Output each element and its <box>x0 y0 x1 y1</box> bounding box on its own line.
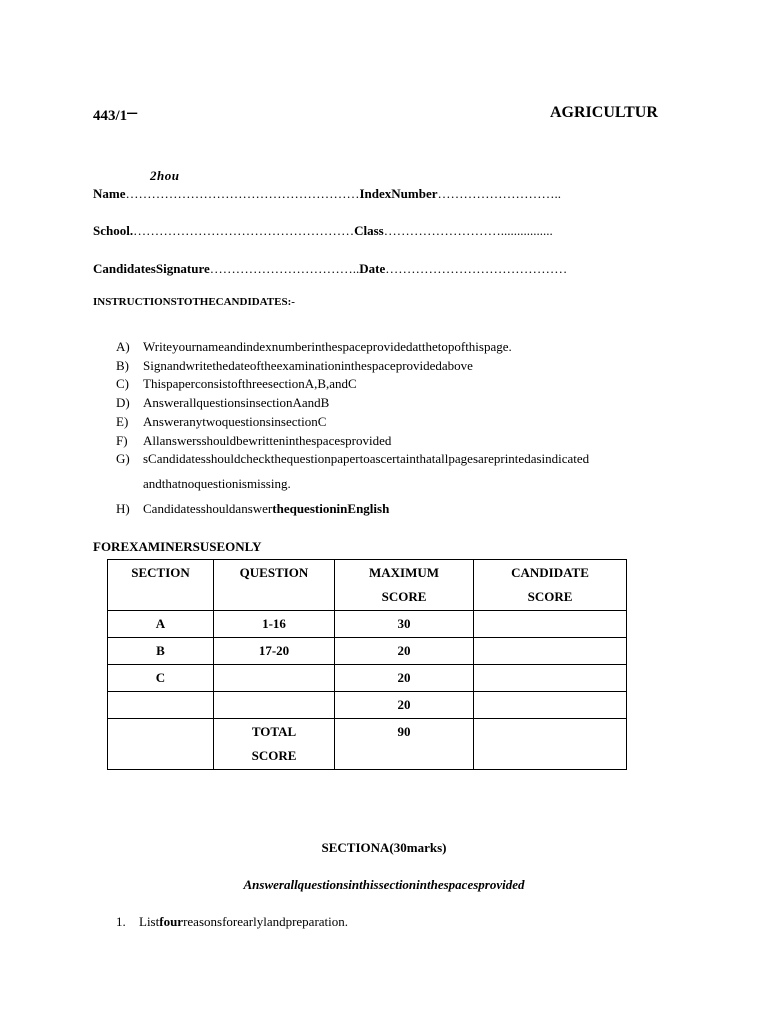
cell-max: 30 <box>335 611 474 638</box>
signature-dots: …………………………….. <box>209 261 360 276</box>
instruction-letter: G) <box>116 451 130 467</box>
table-row <box>108 665 627 692</box>
cell-max: 20 <box>335 638 474 665</box>
instruction-item <box>116 413 589 432</box>
cell-max-total: 90 <box>335 719 474 770</box>
col-candidate-score: CANDIDATE SCORE <box>474 560 627 611</box>
table-row <box>108 611 627 638</box>
paper-code-text: 443/1 <box>93 108 128 124</box>
cell-question <box>214 665 335 692</box>
instruction-letter: B) <box>116 357 129 373</box>
class-dots: ………………………................ <box>383 223 553 238</box>
signature-line <box>93 261 567 277</box>
cell-candidate[interactable] <box>474 692 627 719</box>
instruction-item-continued <box>116 469 589 500</box>
cell-question: 1-16 <box>214 611 335 638</box>
class-label: Class <box>354 223 384 238</box>
instruction-item <box>116 394 589 413</box>
instruction-item <box>116 375 589 394</box>
cell-question <box>214 692 335 719</box>
instruction-text: Candidatesshouldanswer <box>143 500 273 516</box>
name-line <box>93 186 561 202</box>
school-dots: …………………………………………… <box>133 223 355 238</box>
date-dots: …………………………………… <box>385 261 568 276</box>
instruction-bold-text: thequestioninEnglish <box>272 500 390 516</box>
instruction-text: AnswerallquestionsinsectionAandB <box>143 395 330 411</box>
cell-question-total: TOTAL SCORE <box>214 719 335 770</box>
instruction-text: ThispaperconsistofthreesectionA,B,andC <box>143 376 357 392</box>
paper-code <box>93 103 137 126</box>
instruction-item <box>116 357 589 376</box>
cell-max: 20 <box>335 692 474 719</box>
instruction-text: Signandwritethedateoftheexaminationinthespaceprovidedabove <box>143 357 473 373</box>
name-label: Name <box>93 186 126 201</box>
instruction-letter: E) <box>116 413 129 429</box>
instruction-text: Allanswersshouldbewritteninthespacesprovided <box>143 432 392 448</box>
col-maximum-score: MAXIMUM SCORE <box>335 560 474 611</box>
index-label: IndexNumber <box>359 186 438 201</box>
date-label: Date <box>359 261 386 276</box>
question-1 <box>116 914 348 930</box>
table-row <box>108 692 627 719</box>
cell-section: B <box>108 638 214 665</box>
instruction-text: andthatnoquestionismissing. <box>143 475 291 491</box>
question-number: 1. <box>116 914 126 929</box>
index-dots: ……………………….. <box>437 186 562 201</box>
section-a-instruction: Answerallquestionsinthissectioninthespacesprovided <box>243 877 525 892</box>
question-text-post: reasonsforearlylandpreparation. <box>183 914 349 929</box>
instruction-item <box>116 450 589 469</box>
cell-candidate[interactable] <box>474 611 627 638</box>
paper-code-mark: – <box>127 101 138 123</box>
question-text-pre: List <box>139 914 160 929</box>
instruction-text: AnsweranytwoquestionsinsectionC <box>143 413 327 429</box>
instruction-text: sCandidatesshouldcheckthequestionpapertoascertainthatallpagesareprintedasindicated <box>143 451 590 467</box>
signature-label: CandidatesSignature <box>93 261 210 276</box>
instruction-letter: A) <box>116 339 130 354</box>
table-row <box>108 638 627 665</box>
score-table-header <box>108 560 627 611</box>
instructions-list <box>116 338 589 518</box>
examiner-heading: FOREXAMINERSUSEONLY <box>93 539 262 554</box>
cell-section <box>108 692 214 719</box>
cell-section: C <box>108 665 214 692</box>
question-text-bold: four <box>159 914 184 929</box>
instruction-item <box>116 432 589 451</box>
instructions-heading: INSTRUCTIONSTOTHECANDIDATES:- <box>93 296 295 308</box>
score-table <box>107 559 627 770</box>
school-label: School. <box>93 223 134 238</box>
instruction-item <box>116 500 589 519</box>
instruction-letter: F) <box>116 432 128 448</box>
instruction-item <box>116 338 589 357</box>
table-row-total <box>108 719 627 770</box>
col-section: SECTION <box>108 560 214 611</box>
col-question: QUESTION <box>214 560 335 611</box>
school-line <box>93 223 553 239</box>
duration: 2hou <box>150 168 180 183</box>
instruction-text: Writeyournameandindexnumberinthespaceprovidedatthetopofthispage. <box>143 339 512 354</box>
cell-question: 17-20 <box>214 638 335 665</box>
instruction-letter: D) <box>116 395 130 411</box>
instruction-letter: H) <box>116 500 130 516</box>
cell-max: 20 <box>335 665 474 692</box>
cell-section <box>108 719 214 770</box>
section-a-title: SECTIONA(30marks) <box>321 840 447 855</box>
cell-candidate-total[interactable] <box>474 719 627 770</box>
cell-section: A <box>108 611 214 638</box>
cell-candidate[interactable] <box>474 638 627 665</box>
subject-title: AGRICULTUR <box>550 104 658 121</box>
name-dots: ……………………………………………… <box>125 186 360 201</box>
cell-candidate[interactable] <box>474 665 627 692</box>
instruction-letter: C) <box>116 376 129 392</box>
